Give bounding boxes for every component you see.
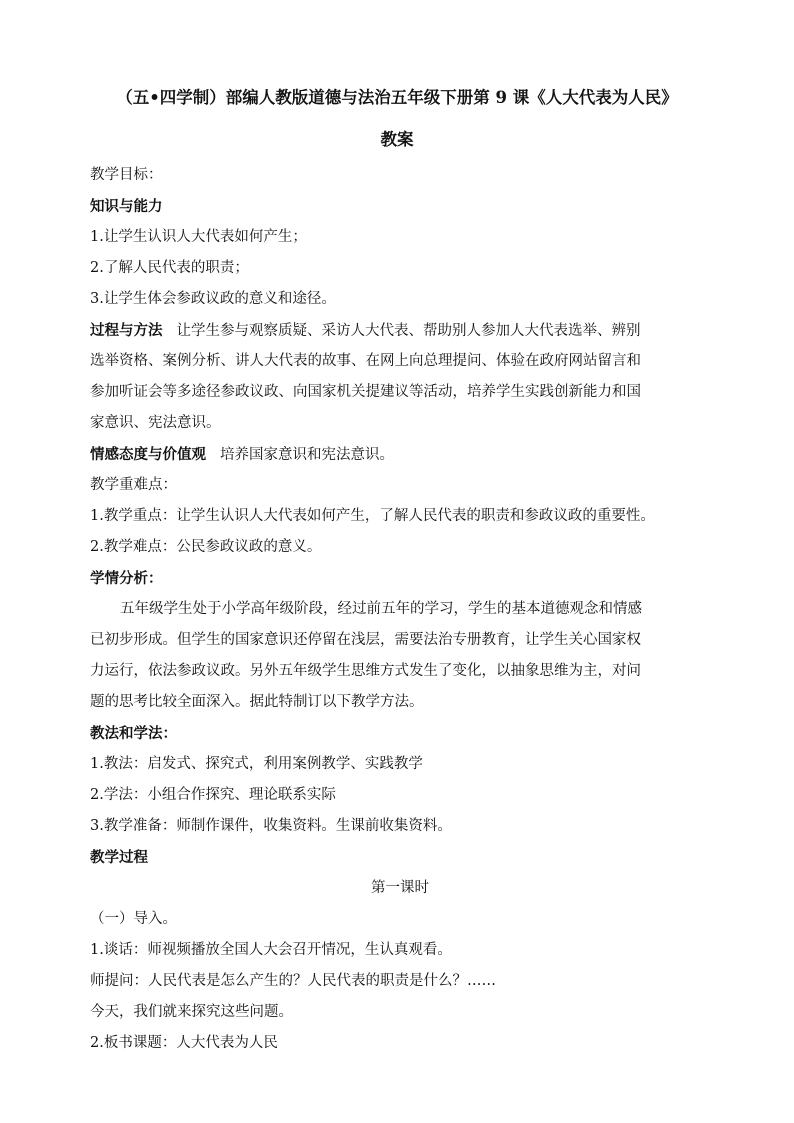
goal-item-2: 2.了解人民代表的职责； xyxy=(90,260,249,276)
method-item-2: 2.学法：小组合作探究、理论联系实际 xyxy=(90,787,336,803)
method-item-1: 1.教法：启发式、探究式，利用案例教学、实践教学 xyxy=(90,756,423,772)
heading-student-analysis: 学情分析： xyxy=(90,570,163,587)
goal-item-3: 3.让学生体会参政议政的意义和途径。 xyxy=(90,291,336,307)
step-intro-item-1: 1.谈话：师视频播放全国人大会召开情况，生认真观看。 xyxy=(90,942,452,958)
section-label-teaching-goals: 教学目标： xyxy=(90,167,163,183)
document-title-line-2: 教案 xyxy=(380,130,414,149)
teacher-question: 师提问：人民代表是怎么产生的？人民代表的职责是什么？…… xyxy=(90,973,496,989)
heading-knowledge-ability: 知识与能力 xyxy=(90,198,163,215)
emotion-values-text: 培养国家意识和宪法意识。 xyxy=(220,447,394,463)
section-label-key-points: 教学重难点： xyxy=(90,477,177,493)
student-analysis-line-1: 五年级学生处于小学高年级阶段，经过前五年的学习，学生的基本道德观念和情感 xyxy=(120,601,642,617)
heading-process-method: 过程与方法 xyxy=(90,322,163,339)
lesson-period-title: 第一课时 xyxy=(371,880,429,896)
document-body xyxy=(90,160,710,1059)
student-analysis-line-4: 题的思考比较全面深入。据此特制订以下教学方法。 xyxy=(90,694,424,710)
process-method-text: 让学生参与观察质疑、采访人大代表、帮助别人参加人大代表选举、辨别 xyxy=(176,323,641,339)
key-point-item-2: 2.教学难点：公民参政议政的意义。 xyxy=(90,539,322,555)
step-intro-heading: （一）导入。 xyxy=(90,911,177,927)
process-method-line xyxy=(90,315,710,346)
emotion-values-line xyxy=(90,439,710,470)
today-statement: 今天，我们就来探究这些问题。 xyxy=(90,1004,293,1020)
key-point-item-1: 1.教学重点：让学生认识人大代表如何产生，了解人民代表的职责和参政议政的重要性。 xyxy=(90,508,655,524)
goal-item-1: 1.让学生认识人大代表如何产生； xyxy=(90,229,307,245)
process-method-line-3: 参加听证会等多途径参政议政、向国家机关提建议等活动，培养学生实践创新能力和国 xyxy=(90,384,641,400)
heading-emotion-values: 情感态度与价值观 xyxy=(90,446,206,463)
method-item-3: 3.教学准备：师制作课件，收集资料。生课前收集资料。 xyxy=(90,818,452,834)
student-analysis-line-2: 已初步形成。但学生的国家意识还停留在浅层，需要法治专册教育，让学生关心国家权 xyxy=(90,632,641,648)
process-method-line-2: 选举资格、案例分析、讲人大代表的故事、在网上向总理提问、体验在政府网站留言和 xyxy=(90,353,641,369)
heading-teaching-process: 教学过程 xyxy=(90,849,148,866)
process-method-line-4: 家意识、宪法意识。 xyxy=(90,415,221,431)
document-title-line-1: （五•四学制）部编人教版道德与法治五年级下册第 9 课《人大代表为人民》 xyxy=(116,88,678,107)
step-intro-item-2: 2.板书课题：人大代表为人民 xyxy=(90,1035,278,1051)
heading-methods: 教法和学法： xyxy=(90,725,177,742)
student-analysis-line-3: 力运行，依法参政议政。另外五年级学生思维方式发生了变化，以抽象思维为主，对问 xyxy=(90,663,641,679)
